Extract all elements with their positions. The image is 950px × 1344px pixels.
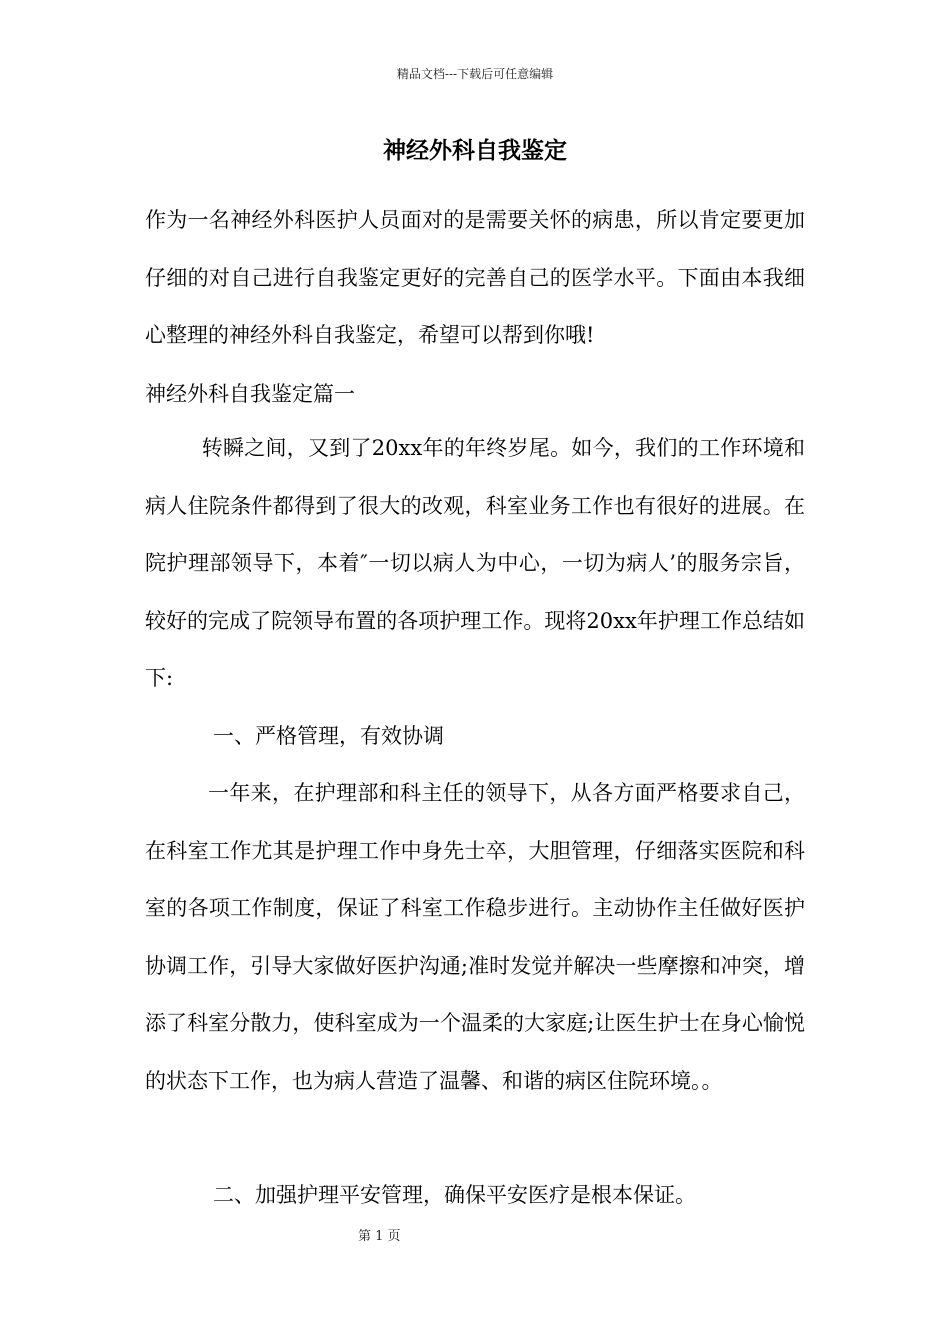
body-paragraph-2: 一年来，在护理部和科主任的领导下，从各方面严格要求自己，在科室工作尤其是护理工作中身先士卒，大胆管理，仔细落实医院和科室的各项工作制度，保证了科室工作稳步进行。主动协作主任做好医护协调工作，引导大家做好医护沟通;准时发觉并解决一些摩擦和冲突，增添了科室分散力，使科室成为一个温柔的大家庭;让医生护士在身心愉悦的状态下工作，也为病人营造了温馨、和谐的病区住院环境。。 xyxy=(145,781,805,1093)
intro-paragraph: 作为一名神经外科医护人员面对的是需要关怀的病患，所以肯定要更加仔细的对自己进行自我鉴定更好的完善自己的医学水平。下面由本我细心整理的神经外科自我鉴定，希望可以帮到你哦! xyxy=(145,208,805,347)
page-header: 精品文档---下载后可任意编辑 xyxy=(396,67,554,81)
page-number: 第 1 页 xyxy=(358,1229,401,1244)
subheading-1: 一、严格管理，有效协调 xyxy=(213,724,444,748)
subheading-2: 二、加强护理平安管理，确保平安医疗是根本保证。 xyxy=(213,1183,696,1207)
document-title: 神经外科自我鉴定 xyxy=(383,137,567,164)
section-heading: 神经外科自我鉴定篇一 xyxy=(145,382,355,406)
body-paragraph-1: 转瞬之间，又到了20xx年的年终岁尾。如今，我们的工作环境和病人住院条件都得到了很大的改观，科室业务工作也有很好的进展。在院护理部领导下，本着″一切以病人为中心，一切为病人’的服务宗旨，较好的完成了院领导布置的各项护理工作。现将20xx年护理工作总结如下: xyxy=(145,436,805,690)
